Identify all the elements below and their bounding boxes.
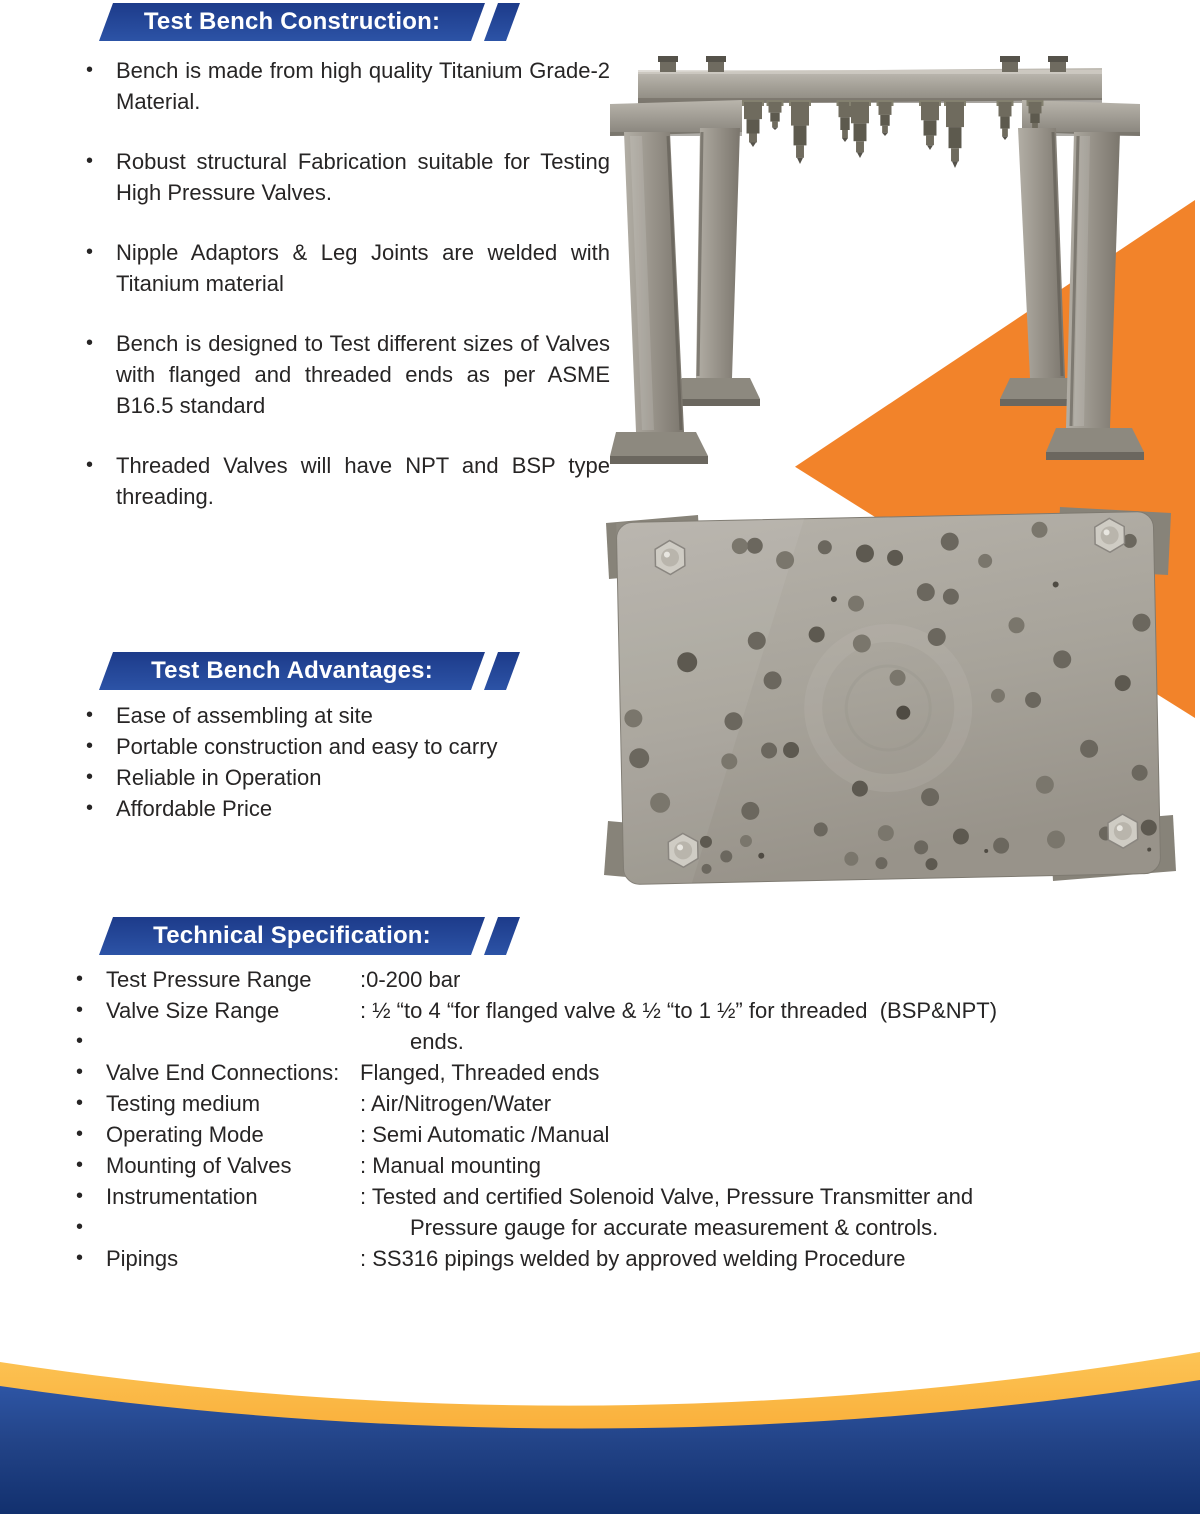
list-item	[86, 762, 610, 793]
spec-row-continuation	[76, 1026, 1170, 1057]
bullet-icon: •	[76, 1030, 84, 1052]
list-item	[86, 146, 610, 208]
section-ribbon-specs	[86, 917, 520, 955]
section-ribbon-advantages	[86, 652, 520, 690]
bullet-icon: •	[86, 59, 94, 81]
spec-label: Valve End Connections:	[106, 1060, 340, 1085]
section-heading-specs: Technical Specification:	[153, 922, 431, 949]
spec-row	[76, 1088, 1170, 1119]
perforated-plate-photo	[598, 503, 1182, 897]
bullet-icon: •	[86, 150, 94, 172]
list-item	[86, 55, 610, 117]
spec-table	[0, 964, 1170, 1274]
bullet-icon: •	[76, 1123, 84, 1145]
spec-row	[76, 1119, 1170, 1150]
bullet-text: Reliable in Operation	[116, 765, 322, 790]
bullet-icon: •	[76, 1092, 84, 1114]
spec-value: :0-200 bar	[360, 967, 461, 992]
list-item	[86, 793, 610, 824]
bullet-icon: •	[86, 332, 94, 354]
bullet-text: Bench is made from high quality Titanium Grade-2 Material.	[116, 58, 610, 114]
list-item	[86, 328, 610, 421]
list-item	[86, 450, 610, 512]
list-item	[86, 700, 610, 731]
spec-value: : SS316 pipings welded by approved welding Procedure	[360, 1246, 906, 1271]
spec-label	[106, 1026, 360, 1057]
bullet-icon: •	[76, 1154, 84, 1176]
spec-row	[76, 1150, 1170, 1181]
bullet-icon: •	[86, 735, 94, 757]
list-item	[86, 731, 610, 762]
list-item	[86, 237, 610, 299]
bullet-icon: •	[76, 1185, 84, 1207]
spec-label: Operating Mode	[106, 1122, 264, 1147]
spec-value: : ½ “to 4 “for flanged valve & ½ “to 1 ½” for threaded (BSP&NPT)	[360, 998, 998, 1023]
spec-label: Mounting of Valves	[106, 1153, 292, 1178]
spec-value: : Air/Nitrogen/Water	[360, 1091, 552, 1116]
bullet-icon: •	[76, 999, 84, 1021]
spec-label	[106, 1212, 360, 1243]
spec-value: Flanged, Threaded ends	[360, 1060, 600, 1085]
bullet-icon: •	[76, 1216, 84, 1238]
spec-row	[76, 1181, 1170, 1212]
spec-label: Test Pressure Range	[106, 967, 312, 992]
construction-bullet-list	[86, 55, 610, 541]
bullet-icon: •	[76, 1061, 84, 1083]
section-heading-construction: Test Bench Construction:	[143, 8, 441, 35]
bullet-text: Bench is designed to Test different sizes of Valves with flanged and threaded ends as per ASME B16.5 standard	[116, 331, 610, 418]
bullet-icon: •	[86, 766, 94, 788]
section-ribbon-construction	[86, 3, 520, 41]
spec-row	[76, 964, 1170, 995]
spec-value: : Semi Automatic /Manual	[360, 1122, 610, 1147]
bullet-text: Portable construction and easy to carry	[116, 734, 498, 759]
bullet-icon: •	[76, 1247, 84, 1269]
spec-row	[76, 995, 1170, 1026]
spec-value: : Tested and certified Solenoid Valve, Pressure Transmitter and	[360, 1184, 974, 1209]
bullet-icon: •	[76, 968, 84, 990]
spec-label: Testing medium	[106, 1091, 261, 1116]
advantages-bullet-list	[86, 700, 610, 824]
bullet-icon: •	[86, 797, 94, 819]
spec-row-continuation	[76, 1212, 1170, 1243]
bullet-text: Affordable Price	[116, 796, 273, 821]
bullet-icon: •	[86, 241, 94, 263]
spec-row	[76, 1243, 1170, 1274]
bullet-text: Threaded Valves will have NPT and BSP type threading.	[116, 453, 610, 509]
bullet-icon: •	[86, 454, 94, 476]
spec-value: Pressure gauge for accurate measurement & controls.	[410, 1215, 939, 1240]
spec-label: Instrumentation	[106, 1184, 258, 1209]
bullet-text: Robust structural Fabrication suitable for Testing High Pressure Valves.	[116, 149, 610, 205]
section-heading-advantages: Test Bench Advantages:	[151, 657, 433, 684]
spec-row	[76, 1057, 1170, 1088]
bench-frame-photo	[610, 50, 1156, 476]
bullet-icon: •	[86, 704, 94, 726]
spec-value: : Manual mounting	[360, 1153, 541, 1178]
bullet-text: Nipple Adaptors & Leg Joints are welded with Titanium material	[116, 240, 610, 296]
spec-value: ends.	[410, 1029, 464, 1054]
bottom-wave-graphic	[0, 1324, 1200, 1514]
spec-label: Pipings	[106, 1246, 179, 1271]
spec-label: Valve Size Range	[106, 998, 280, 1023]
bullet-text: Ease of assembling at site	[116, 703, 373, 728]
